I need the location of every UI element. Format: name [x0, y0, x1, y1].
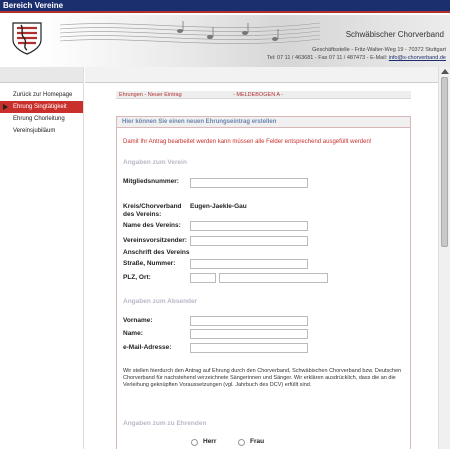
strasse-input[interactable]: [190, 259, 308, 269]
section-ehrende-title: Angaben zum zu Ehrenden: [123, 420, 207, 427]
kreis-label-line-1: Kreis/Chorverband: [123, 203, 182, 210]
sidebar: [0, 67, 84, 449]
email-input[interactable]: [190, 343, 308, 353]
vorsitzender-input[interactable]: [190, 236, 308, 246]
vertical-scrollbar[interactable]: [438, 67, 450, 449]
radio-frau-label: Frau: [250, 438, 265, 445]
vorsitzender-label: Vereinsvorsitzender:: [123, 237, 187, 244]
arrow-right-icon: [3, 104, 8, 110]
address-line: Geschäftsstelle - Fritz-Walter-Weg 19 - 70372 Stuttgart: [312, 47, 446, 53]
kreis-label-line-2: des Vereins:: [123, 211, 162, 218]
page-header: [0, 15, 450, 67]
vorname-input[interactable]: [190, 316, 308, 326]
name-input[interactable]: [190, 329, 308, 339]
strasse-label: Straße, Nummer:: [123, 260, 176, 267]
title-bar: [0, 0, 450, 13]
window-title: Bereich Vereine: [3, 1, 64, 10]
name-label: Name:: [123, 330, 143, 337]
sidebar-item-label: Zurück zur Homepage: [13, 92, 73, 98]
main-top-bar: [85, 67, 438, 83]
sidebar-item-singtaetigkeit[interactable]: [0, 101, 83, 113]
section-absender-title: Angaben zum Absender: [123, 298, 198, 305]
anschrift-label: Anschrift des Vereins: [123, 249, 190, 256]
form-panel: [116, 116, 411, 449]
section-verein-title: Angaben zum Verein: [123, 159, 187, 166]
plz-ort-label: PLZ, Ort:: [123, 274, 151, 281]
sidebar-item-homepage[interactable]: [0, 89, 83, 101]
sidebar-item-label: Ehrung Singtätigkeit: [13, 104, 67, 110]
radio-frau[interactable]: [238, 439, 245, 446]
mitgliedsnummer-input[interactable]: [190, 178, 308, 188]
vereinsname-input[interactable]: [190, 221, 308, 231]
org-name: Schwäbischer Chorverband: [345, 30, 444, 39]
email-label: e-Mail-Adresse:: [123, 344, 172, 351]
kreis-value: Eugen-Jaekle-Gau: [190, 203, 247, 210]
breadcrumb-part-2: - MELDEBOGEN A -: [233, 92, 284, 98]
form-heading: Hier können Sie einen neuen Ehrungseintrag erstellen: [117, 117, 410, 128]
plz-input[interactable]: [190, 273, 216, 283]
vorname-label: Vorname:: [123, 317, 153, 324]
declaration-text: Wir stellen hierdurch den Antrag auf Ehrung durch den Chorverband, Schwäbischen Chorverband bzw. Deutschen Chorverband für nachstehend verzeichnete Sängerinnen und Sänger. Wir erklären ausdrücklich, dass die an die Verleihung geknüpften Voraussetzungen (vgl. Jahrbuch des DCV) erfüllt sind.: [123, 368, 402, 388]
form-warning: Damit Ihr Antrag bearbeitet werden kann müssen alle Felder entsprechend ausgefüllt werden!: [123, 139, 372, 145]
mitgliedsnummer-label: Mitgliedsnummer:: [123, 178, 179, 185]
sidebar-item-label: Ehrung Chorleitung: [13, 116, 65, 122]
radio-herr[interactable]: [191, 439, 198, 446]
contact-phone-fax: Tel: 07 11 / 463681 - Fax 07 11 / 487473 - E-Mail:: [266, 55, 389, 61]
sidebar-item-vereinsjubilaeum[interactable]: [0, 125, 83, 137]
sidebar-item-chorleitung[interactable]: [0, 113, 83, 125]
scroll-up-icon[interactable]: [441, 69, 449, 74]
contact-line: [267, 55, 446, 61]
chorverband-logo-icon: [10, 20, 44, 56]
breadcrumb-part-1: Ehrungen - Neuer Eintrag: [119, 92, 182, 98]
radio-herr-label: Herr: [203, 438, 217, 445]
vereinsname-label: Name des Vereins:: [123, 222, 181, 229]
sidebar-item-label: Vereinsjubiläum: [13, 128, 56, 134]
main-content: [85, 67, 438, 449]
sidebar-header: [0, 67, 83, 83]
breadcrumb: [116, 91, 411, 99]
ort-input[interactable]: [219, 273, 328, 283]
email-link[interactable]: info@s-chorverband.de: [388, 55, 446, 61]
scroll-thumb[interactable]: [441, 77, 448, 247]
